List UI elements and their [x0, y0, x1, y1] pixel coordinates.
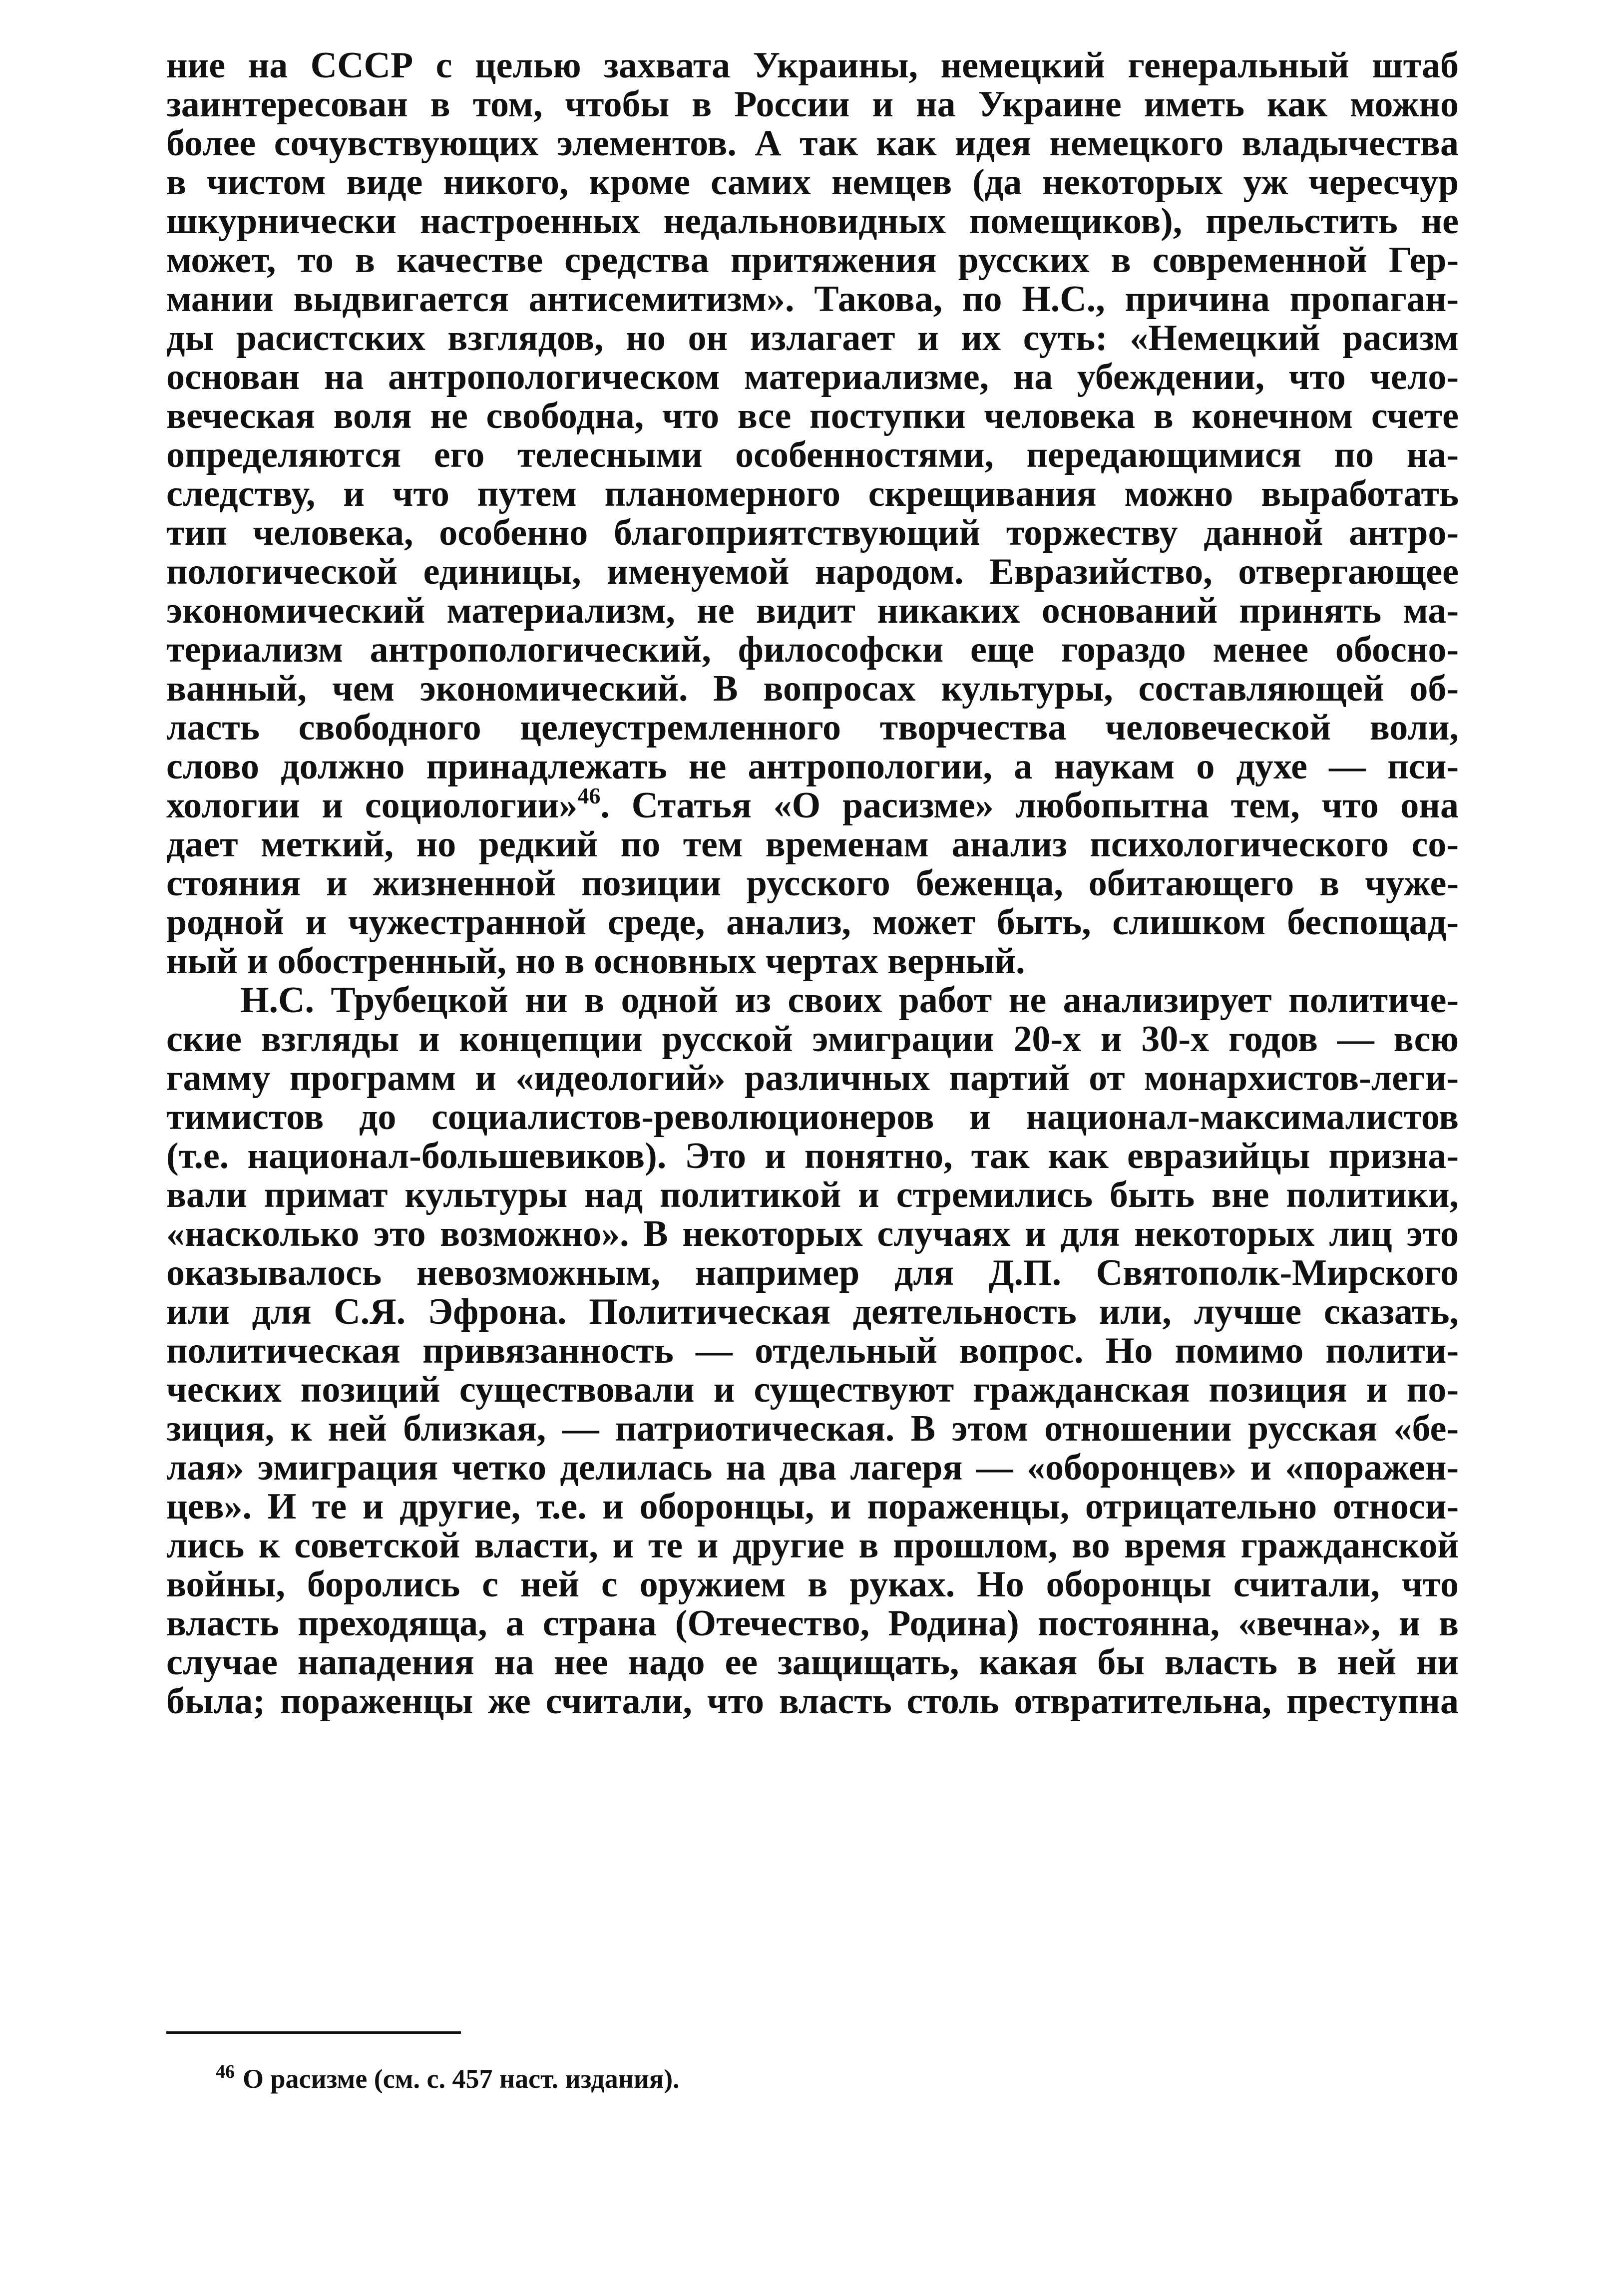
- text-line: экономический материализм, не видит никаких оснований принять ма-: [166, 590, 1459, 631]
- text-line: ный и обостренный, но в основных чертах верный.: [166, 941, 1025, 982]
- text-line-with-footnote-ref: [166, 783, 1459, 826]
- text-line: была; пораженцы же считали, что власть столь отвратительна, преступна: [166, 1681, 1459, 1722]
- text-line: тип человека, особенно благоприятствующий торжеству данной антро-: [166, 512, 1459, 553]
- text-line: вали примат культуры над политикой и стремились быть вне политики,: [166, 1174, 1459, 1215]
- text-line: определяются его телесными особенностями, передающимися по на-: [166, 434, 1459, 475]
- text-line: зиция, к ней близкая, — патриотическая. В этом отношении русская «бе-: [166, 1408, 1459, 1449]
- main-text: [166, 46, 1459, 1721]
- text-line: мании выдвигается антисемитизм». Такова, по Н.С., причина пропаган-: [166, 279, 1459, 320]
- text-line: ские взгляды и концепции русской эмиграции 20-х и 30-х годов — всю: [166, 1019, 1459, 1060]
- text-line: стояния и жизненной позиции русского беженца, обитающего в чуже-: [166, 863, 1459, 904]
- text-line: основан на антропологическом материализме, на убеждении, что чело-: [166, 357, 1459, 397]
- paragraph-first-line: Н.С. Трубецкой ни в одной из своих работ не анализирует политиче-: [240, 980, 1459, 1021]
- text-line: слово должно принадлежать не антропологии, а наукам о духе — пси-: [166, 746, 1459, 787]
- text-line: дает меткий, но редкий по тем временам анализ психологического со-: [166, 824, 1459, 865]
- text-line: более сочувствующих элементов. А так как идея немецкого владычества: [166, 123, 1459, 164]
- text-line: лись к советской власти, и те и другие в прошлом, во время гражданской: [166, 1525, 1459, 1566]
- text-line: ды расистских взглядов, но он излагает и их суть: «Немецкий расизм: [166, 318, 1459, 359]
- text-line: териализм антропологический, философски еще гораздо менее обосно-: [166, 629, 1459, 670]
- text-fragment: хологии и социологии»: [166, 785, 578, 826]
- text-line: следству, и что путем планомерного скрещивания можно выработать: [166, 473, 1459, 514]
- text-line: ние на СССР с целью захвата Украины, немецкий генеральный штаб: [166, 45, 1459, 86]
- text-fragment: . Статья «О расизме» любопытна тем, что она: [600, 785, 1459, 826]
- text-line: заинтересован в том, чтобы в России и на Украине иметь как можно: [166, 84, 1459, 125]
- text-line: политическая привязанность — отдельный вопрос. Но помимо полити-: [166, 1330, 1459, 1371]
- text-line: ванный, чем экономический. В вопросах культуры, составляющей об-: [166, 668, 1459, 709]
- text-line: пологической единицы, именуемой народом. Евразийство, отвергающее: [166, 551, 1459, 592]
- text-line: в чистом виде никого, кроме самих немцев (да некоторых уж чересчур: [166, 162, 1459, 203]
- text-line: войны, боролись с ней с оружием в руках. Но оборонцы считали, что: [166, 1564, 1459, 1605]
- text-line: ческих позиций существовали и существуют гражданская позиция и по-: [166, 1369, 1459, 1410]
- text-line: оказывалось невозможным, например для Д.П. Святополк-Мирского: [166, 1252, 1459, 1293]
- footnote: [216, 2062, 680, 2095]
- text-line: или для С.Я. Эфрона. Политическая деятельность или, лучше сказать,: [166, 1291, 1459, 1332]
- footnote-number: 46: [216, 2061, 235, 2082]
- text-line: (т.е. национал-большевиков). Это и понятно, так как евразийцы призна-: [166, 1136, 1459, 1176]
- text-line: может, то в качестве средства притяжения русских в современной Гер-: [166, 240, 1459, 281]
- footnote-divider: [166, 2031, 461, 2034]
- text-line: цев». И те и другие, т.е. и оборонцы, и пораженцы, отрицательно относи-: [166, 1486, 1459, 1527]
- text-line: ласть свободного целеустремленного творчества человеческой воли,: [166, 707, 1459, 748]
- footnote-reference[interactable]: 46: [577, 783, 601, 808]
- text-line: шкурнически настроенных недальновидных помещиков), прельстить не: [166, 201, 1459, 242]
- text-line: «насколько это возможно». В некоторых случаях и для некоторых лиц это: [166, 1213, 1459, 1254]
- text-line: тимистов до социалистов-революционеров и национал-максималистов: [166, 1097, 1459, 1138]
- text-line: власть преходяща, а страна (Отечество, Родина) постоянна, «вечна», и в: [166, 1603, 1459, 1644]
- footnote-text: О расизме (см. с. 457 наст. издания).: [243, 2064, 680, 2094]
- text-line: веческая воля не свободна, что все поступки человека в конечном счете: [166, 395, 1459, 436]
- text-line: лая» эмиграция четко делилась на два лагеря — «оборонцев» и «поражен-: [166, 1447, 1459, 1488]
- text-line: гамму программ и «идеологий» различных партий от монархистов-леги-: [166, 1058, 1459, 1099]
- text-line: случае нападения на нее надо ее защищать, какая бы власть в ней ни: [166, 1642, 1459, 1683]
- text-line: родной и чужестранной среде, анализ, может быть, слишком беспощад-: [166, 902, 1459, 943]
